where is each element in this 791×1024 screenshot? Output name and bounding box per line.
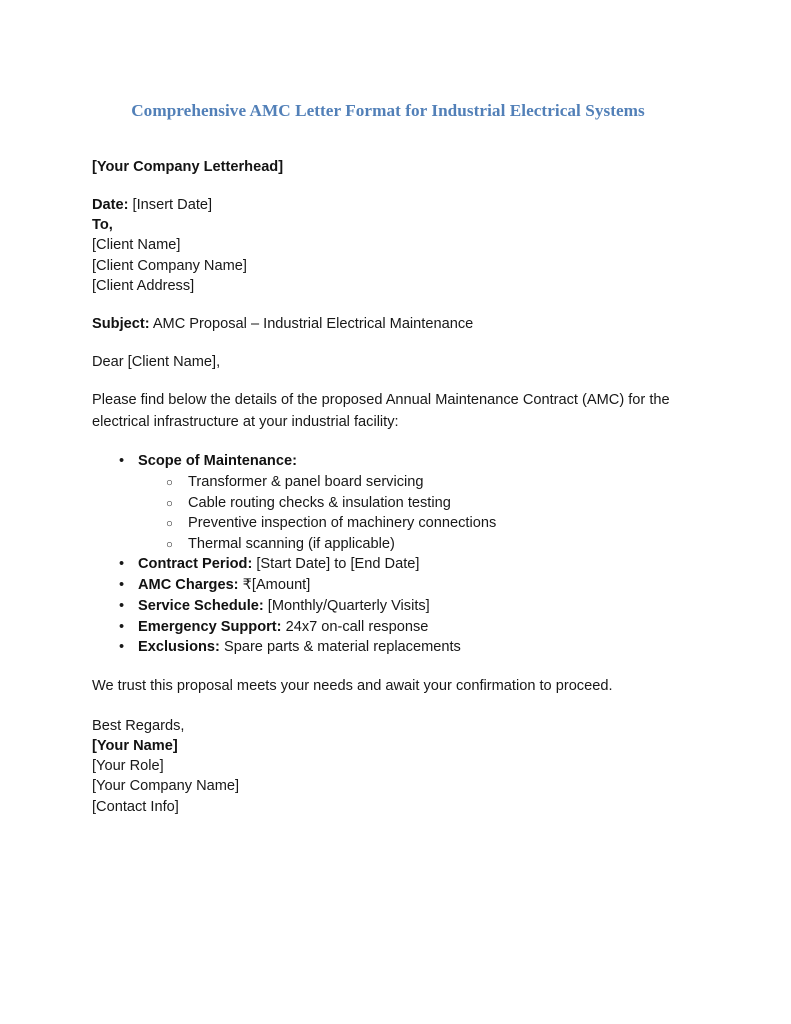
sub-bullet-icon: ○: [166, 477, 173, 490]
recipient-company: [Client Company Name]: [92, 257, 247, 274]
scope-item-text: Cable routing checks & insulation testing: [188, 494, 451, 511]
letterhead-spacer: [92, 177, 684, 195]
list-item-service-schedule: [92, 596, 684, 617]
list-item-emergency-support: [92, 617, 684, 638]
list-item-amc-charges: [92, 575, 684, 596]
bullet-icon: •: [119, 556, 125, 573]
subject-line: [92, 314, 684, 334]
list-item-label: Exclusions:: [138, 639, 220, 656]
list-item-label: AMC Charges:: [138, 577, 239, 594]
list-item-label: Contract Period:: [138, 556, 253, 573]
closing-paragraph: We trust this proposal meets your needs and await your confirmation to proceed.: [92, 678, 613, 695]
company-letterhead: [Your Company Letterhead]: [92, 159, 284, 175]
date-line: [92, 195, 684, 215]
intro-spacer: [92, 433, 684, 451]
list-item-value: [Start Date] to [End Date]: [252, 556, 420, 573]
scope-item-text: Transformer & panel board servicing: [188, 474, 424, 491]
recipient-address: [Client Address]: [92, 277, 195, 294]
bullet-icon: •: [119, 453, 125, 470]
signature-company: [Your Company Name]: [92, 778, 240, 795]
date-value: [Insert Date]: [128, 197, 213, 213]
signoff: Best Regards,: [92, 717, 185, 734]
title-spacer: [92, 122, 684, 157]
scope-item-text: Preventive inspection of machinery connections: [188, 515, 497, 532]
list-item-value: 24x7 on-call response: [281, 618, 429, 635]
bullet-icon: •: [119, 618, 125, 635]
list-item: [138, 493, 684, 514]
signature-contact: [Contact Info]: [92, 798, 179, 815]
list-item: [138, 534, 684, 555]
list-item-value: [Monthly/Quarterly Visits]: [263, 597, 430, 614]
salutation-spacer: [92, 372, 684, 390]
signature-name: [Your Name]: [92, 737, 178, 754]
list-item: [138, 513, 684, 534]
list-item-value: Spare parts & material replacements: [219, 639, 461, 656]
list-item-contract-period: [92, 554, 684, 575]
bullet-icon: •: [119, 639, 125, 656]
details-list: [92, 451, 684, 658]
bullet-icon: •: [119, 597, 125, 614]
scope-sublist: [138, 472, 684, 554]
list-item: [138, 472, 684, 493]
closing-spacer: [92, 698, 684, 716]
page-title: Comprehensive AMC Letter Format for Industrial Electrical Systems: [131, 101, 645, 120]
sub-bullet-icon: ○: [166, 538, 173, 551]
recipient-spacer: [92, 296, 684, 314]
list-item-exclusions: [92, 637, 684, 658]
list-item-value: ₹[Amount]: [238, 577, 311, 594]
recipient-name: [Client Name]: [92, 237, 181, 254]
bullet-icon: •: [119, 577, 125, 594]
subject-label: Subject:: [92, 316, 150, 333]
list-item-label: Scope of Maintenance:: [138, 453, 297, 470]
sub-bullet-icon: ○: [166, 497, 173, 510]
list-item-scope: [92, 451, 684, 554]
list-item-label: Service Schedule:: [138, 597, 264, 614]
list-item-label: Emergency Support:: [138, 618, 282, 635]
intro-paragraph: Please find below the details of the proposed Annual Maintenance Contract (AMC) for the electrical infrastructure at your industrial facility:: [92, 392, 670, 430]
sub-bullet-icon: ○: [166, 518, 173, 531]
subject-spacer: [92, 334, 684, 352]
scope-item-text: Thermal scanning (if applicable): [188, 535, 395, 552]
to-label: To,: [92, 217, 113, 234]
list-spacer: [92, 658, 684, 676]
date-label: Date:: [92, 197, 129, 213]
signature-role: [Your Role]: [92, 758, 164, 775]
subject-value: AMC Proposal – Industrial Electrical Maintenance: [149, 316, 474, 333]
signature-block: [92, 716, 684, 817]
salutation: Dear [Client Name],: [92, 354, 221, 371]
document-content: [92, 100, 684, 817]
